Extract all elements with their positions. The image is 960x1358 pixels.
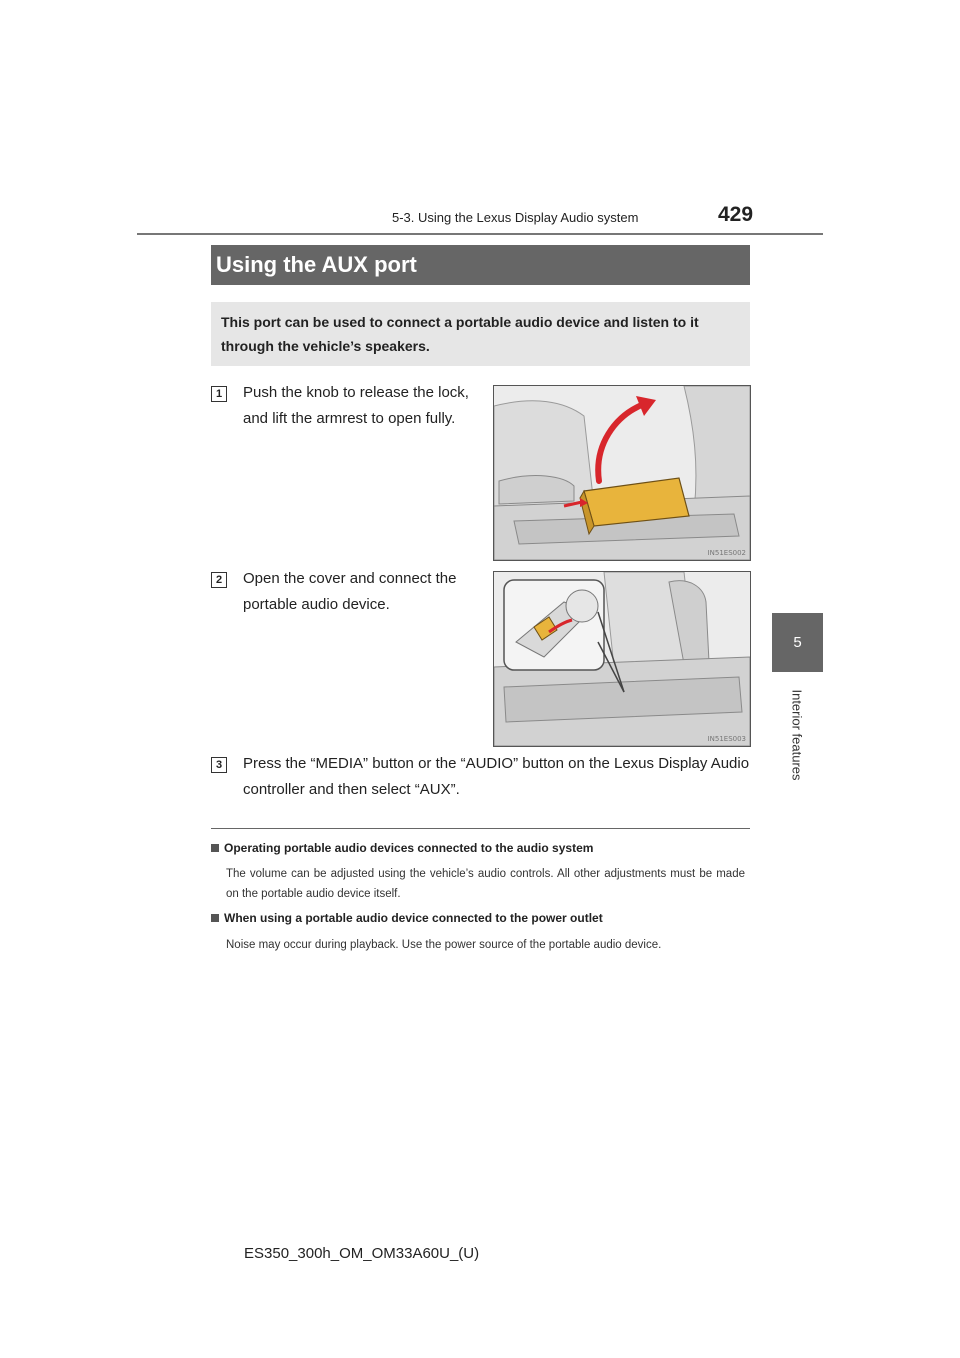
notes-divider: [211, 828, 750, 829]
note-body-1: The volume can be adjusted using the vehicle’s audio controls. All other adjustments must be made on the portable audio device itself.: [226, 868, 745, 900]
note-heading-text-2: When using a portable audio device connected to the power outlet: [224, 911, 603, 925]
armrest-illustration: [493, 385, 751, 561]
square-bullet-icon: [211, 844, 219, 852]
note-heading-1: [211, 841, 593, 855]
note-body-2: Noise may occur during playback. Use the power source of the portable audio device.: [226, 939, 662, 951]
page-number: 429: [718, 203, 754, 226]
section-title: Using the AUX port: [216, 252, 417, 277]
note-heading-2: [211, 911, 603, 925]
image-code-1: IN51ES002: [707, 549, 746, 557]
header-divider: [137, 233, 823, 235]
running-header-section: 5-3. Using the Lexus Display Audio system: [392, 210, 639, 225]
square-bullet-icon: [211, 914, 219, 922]
step-number-2: 2: [211, 572, 227, 588]
document-code-footer: ES350_300h_OM_OM33A60U_(U): [244, 1245, 480, 1262]
chapter-number: 5: [793, 634, 802, 651]
step-number-3: 3: [211, 757, 227, 773]
step-text-1: Push the knob to release the lock, and lift the armrest to open fully.: [243, 384, 469, 427]
intro-box: This port can be used to connect a portable audio device and listen to it through the vehicle’s speakers.: [211, 302, 750, 366]
note-heading-text-1: Operating portable audio devices connected to the audio system: [224, 841, 594, 855]
chapter-label: Interior features: [789, 689, 805, 781]
chapter-tab: [772, 613, 823, 672]
section-title-bar: [211, 245, 750, 285]
step-text-3: Press the “MEDIA” button or the “AUDIO” button on the Lexus Display Audio controller and then select “AUX”.: [243, 755, 750, 798]
image-code-2: IN51ES003: [707, 735, 746, 743]
step-number-1: 1: [211, 386, 227, 402]
step-text-2: Open the cover and connect the portable audio device.: [243, 570, 457, 613]
aux-port-illustration: [493, 571, 751, 747]
